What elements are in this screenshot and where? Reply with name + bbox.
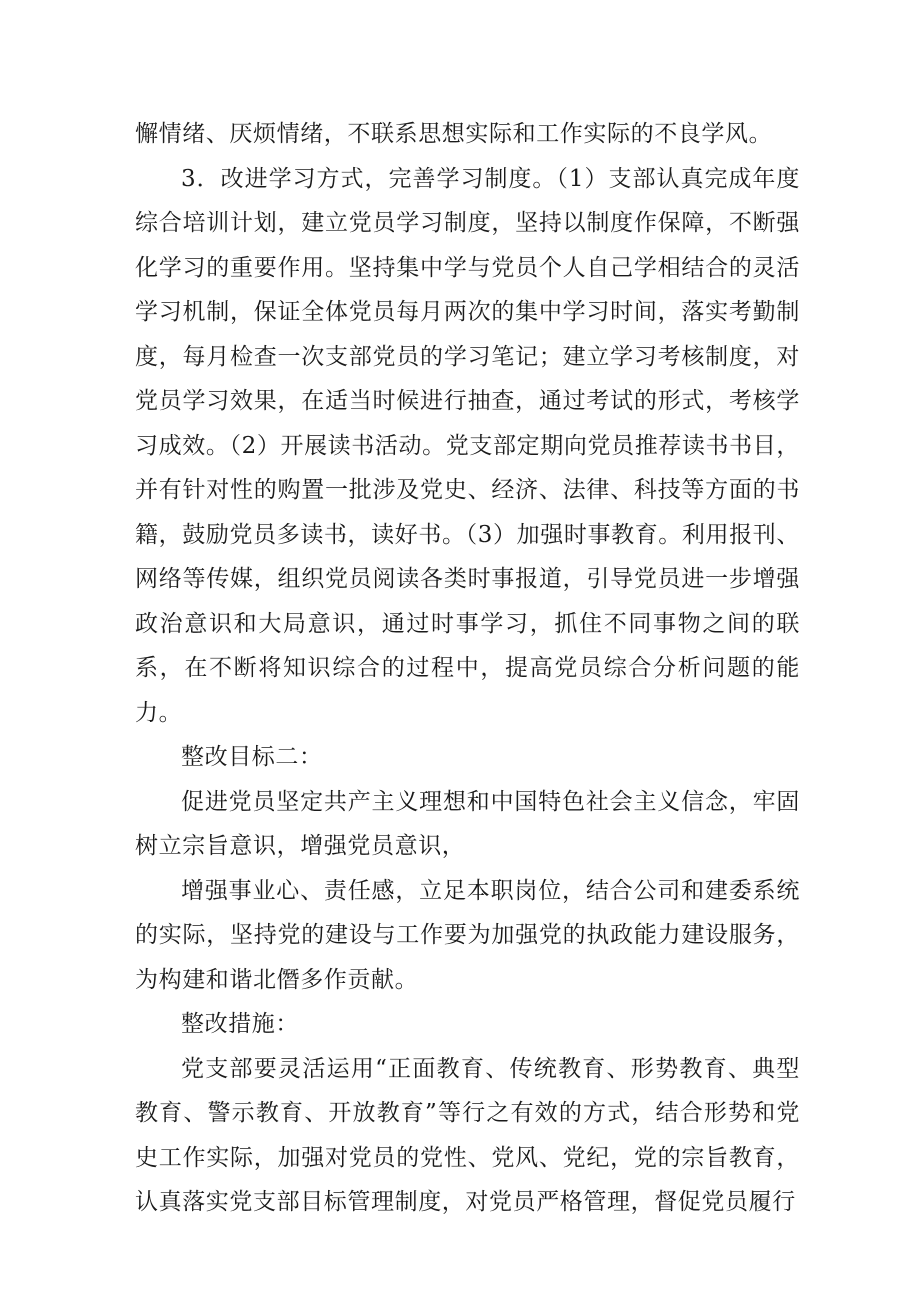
heading-goal-two: 整改目标二：: [181, 744, 323, 770]
heading-measures: 整改措施：: [181, 1011, 299, 1037]
paragraph-measures: 党支部要灵活运用“正面教育、传统教育、形势教育、典型教育、警示教育、开放教育”等行之有效的方式，结合形势和党史工作实际，加强对党员的党性、党风、党纪，党的宗旨教育，认真落实党支部目标管理制度，对党员严格管理，督促党员履行: [135, 1055, 800, 1215]
paragraph-item-3: 3．改进学习方式，完善学习制度。（1）支部认真完成年度综合培训计划，建立党员学习制度，坚持以制度作保障，不断强化学习的重要作用。坚持集中学与党员个人自己学相结合的灵活学习机制，保证全体党员每月两次的集中学习时间，落实考勤制度，每月检查一次支部党员的学习笔记；建立学习考核制度，对党员学习效果，在适当时候进行抽查，通过考试的形式，考核学习成效。（2）开展读书活动。党支部定期向党员推荐读书书目，并有针对性的购置一批涉及党史、经济、法律、科技等方面的书籍，鼓励党员多读书，读好书。（3）加强时事教育。利用报刊、网络等传媒，组织党员阅读各类时事报道，引导党员进一步增强政治意识和大局意识，通过时事学习，抓住不同事物之间的联系，在不断将知识综合的过程中，提高党员综合分析问题的能力。: [135, 165, 800, 726]
document-body: [135, 112, 800, 1225]
paragraph-continuation: 懈情绪、厌烦情绪，不联系思想实际和工作实际的不良学风。: [135, 121, 773, 147]
paragraph-goal-two-a: 促进党员坚定共产主义理想和中国特色社会主义信念，牢固树立宗旨意识，增强党员意识，: [135, 788, 800, 859]
paragraph-goal-two-b: 增强事业心、责任感，立足本职岗位，结合公司和建委系统的实际，坚持党的建设与工作要为加强党的执政能力建设服务，为构建和谐北僭多作贡献。: [135, 877, 800, 993]
